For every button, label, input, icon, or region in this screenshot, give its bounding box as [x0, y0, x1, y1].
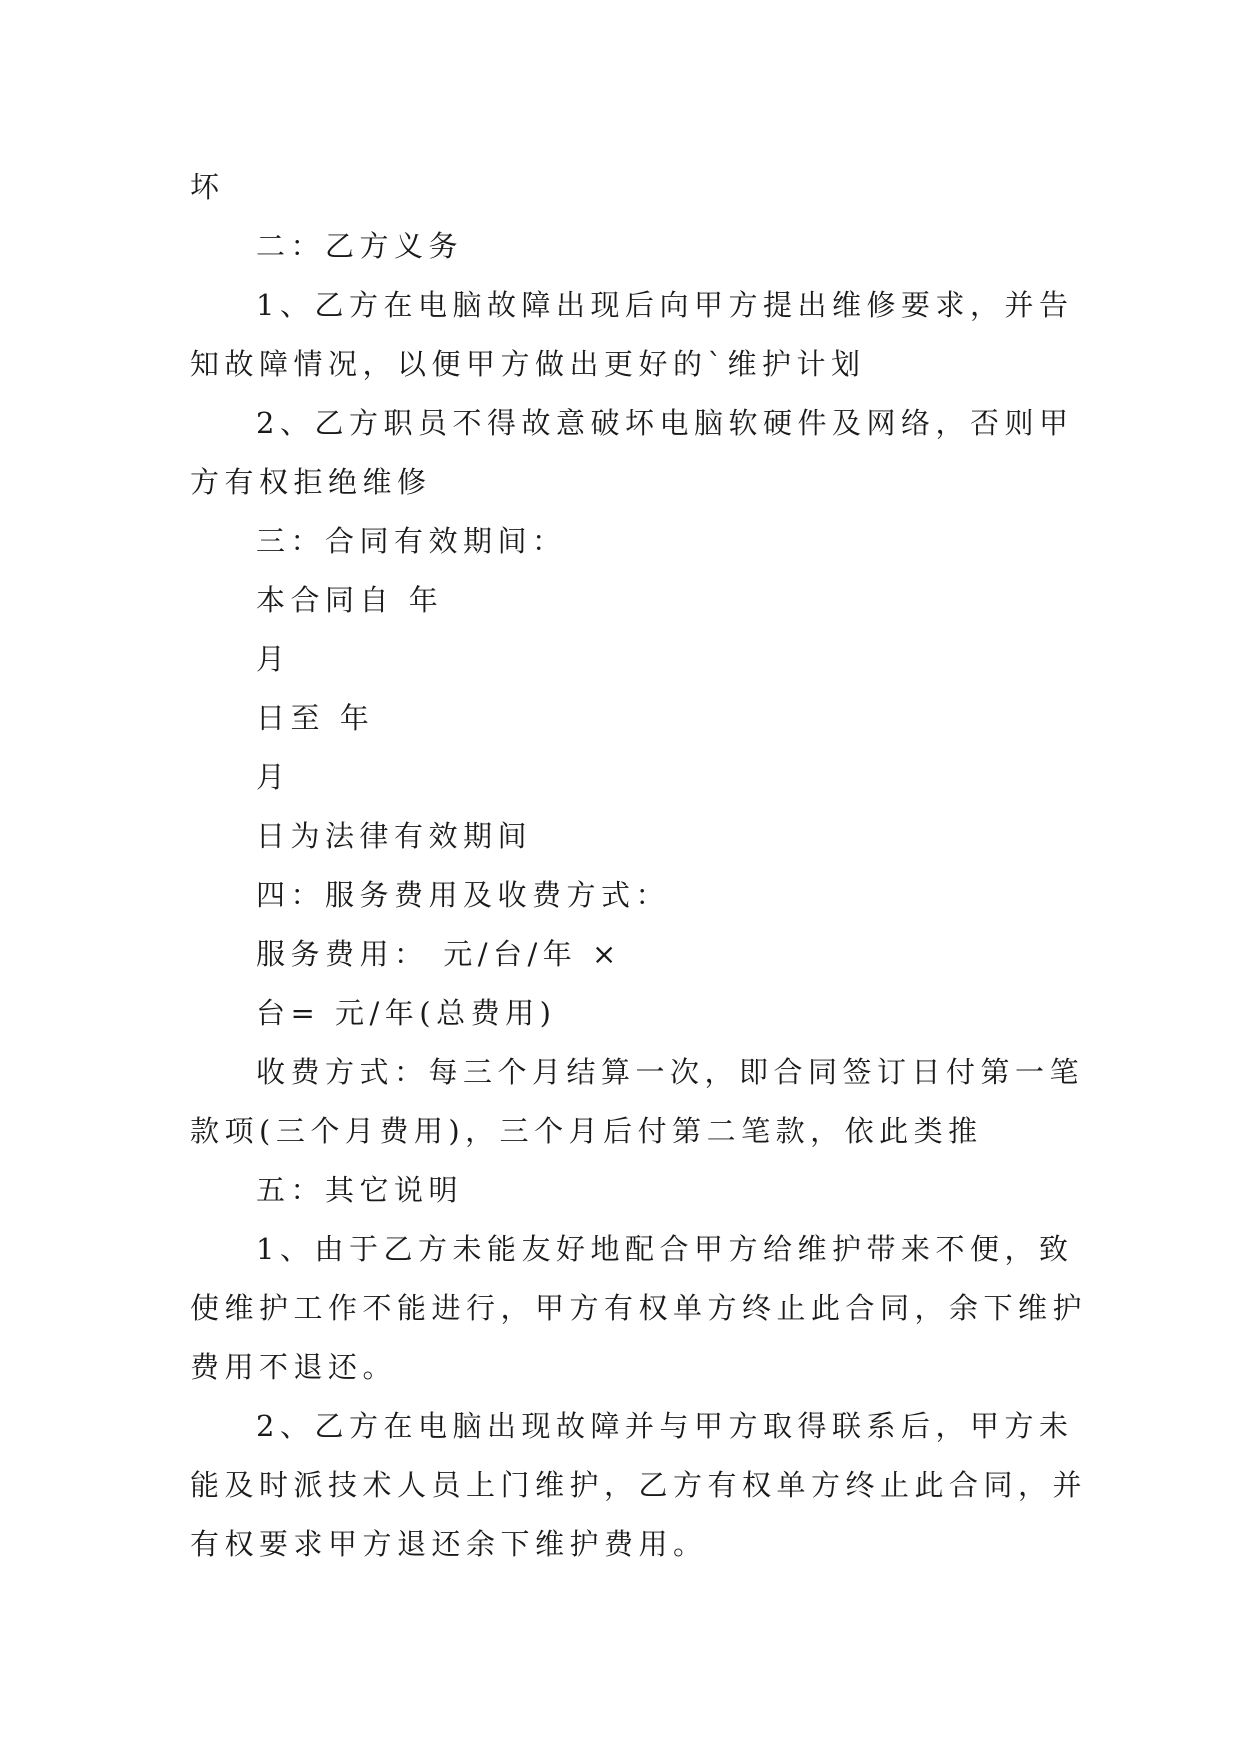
text-line: 知故障情况，以便甲方做出更好的`维护计划: [190, 347, 866, 381]
text-line: 收费方式：每三个月结算一次，即合同签订日付第一笔: [256, 1055, 1085, 1089]
section-heading-service-fees: 四：服务费用及收费方式：: [256, 878, 671, 912]
text-line: 1、由于乙方未能友好地配合甲方给维护带来不便，致: [256, 1232, 1074, 1266]
text-line: 2、乙方在电脑出现故障并与甲方取得联系后，甲方未: [256, 1409, 1074, 1443]
text-line: 月: [256, 760, 291, 794]
text-line: 月: [256, 642, 291, 676]
text-line: 使维护工作不能进行，甲方有权单方终止此合同，余下维护: [190, 1291, 1088, 1325]
text-line: 方有权拒绝维修: [190, 465, 432, 499]
section-heading-contract-period: 三：合同有效期间：: [256, 524, 567, 558]
document-body: [190, 158, 1088, 1574]
text-line: 服务费用： 元/台/年 ×: [256, 937, 622, 971]
text-line: 有权要求甲方退还余下维护费用。: [190, 1527, 708, 1561]
text-line: 台= 元/年(总费用): [256, 996, 557, 1030]
text-line: 能及时派技术人员上门维护，乙方有权单方终止此合同，并: [190, 1468, 1088, 1502]
text-line: 日至 年: [256, 701, 375, 735]
text-line: 日为法律有效期间: [256, 819, 533, 853]
text-line: 2、乙方职员不得故意破坏电脑软硬件及网络，否则甲: [256, 406, 1074, 440]
section-heading-other-notes: 五：其它说明: [256, 1173, 464, 1207]
text-line: 坏: [190, 170, 225, 204]
text-line: 款项(三个月费用)，三个月后付第二笔款，依此类推: [190, 1114, 983, 1148]
text-line: 本合同自 年: [256, 583, 444, 617]
section-heading-party-b-obligations: 二：乙方义务: [256, 229, 464, 263]
text-line: 费用不退还。: [190, 1350, 398, 1384]
text-line: 1、乙方在电脑故障出现后向甲方提出维修要求，并告: [256, 288, 1074, 322]
